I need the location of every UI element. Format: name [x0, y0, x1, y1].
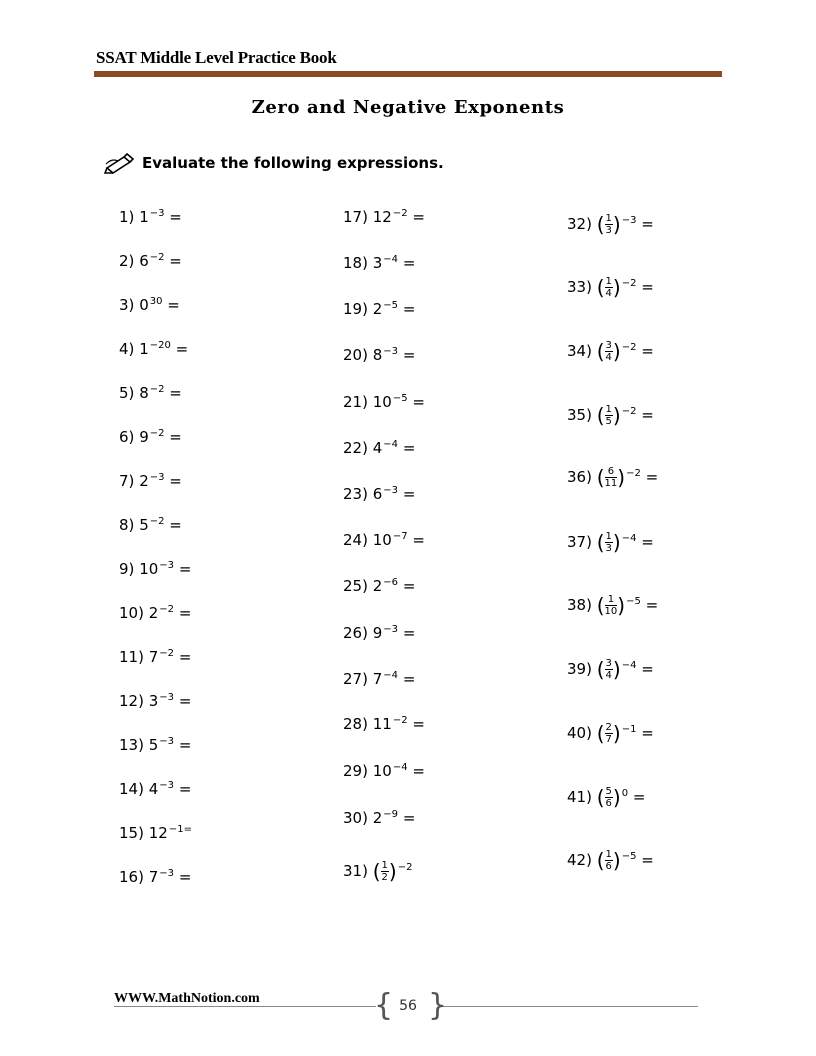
problem-exponent: −4	[383, 439, 399, 450]
problem-number: 25)	[343, 577, 368, 595]
problem-item	[567, 276, 654, 300]
fraction-numerator: 6	[605, 466, 618, 478]
problem-item	[343, 761, 425, 784]
problem-number: 41)	[567, 788, 592, 806]
fraction	[605, 213, 613, 236]
problem-item	[119, 207, 182, 230]
fraction-numerator: 3	[605, 658, 612, 669]
problem-number: 40)	[567, 724, 592, 742]
problem-number: 42)	[567, 851, 592, 869]
problem-item	[119, 251, 182, 274]
problem-number: 1)	[119, 208, 135, 226]
instruction-text: Evaluate the following expressions.	[142, 154, 444, 172]
fraction-numerator: 1	[605, 594, 618, 606]
problem-base: 9	[372, 624, 383, 642]
problem-exponent: −20	[149, 340, 171, 351]
problem-base: 10	[372, 531, 392, 549]
footer-rule-left	[114, 1006, 376, 1007]
fraction	[605, 531, 613, 554]
equals-sign: =	[412, 715, 425, 733]
equals-sign: =	[178, 780, 192, 798]
header-divider	[94, 71, 722, 77]
open-paren: (	[596, 848, 605, 873]
problem-number: 11)	[119, 648, 144, 666]
problem-item	[119, 339, 188, 362]
problem-number: 22)	[343, 439, 368, 457]
problem-exponent: 0	[621, 788, 629, 799]
problem-item	[343, 623, 415, 646]
problem-number: 34)	[567, 342, 592, 360]
equals-sign: =	[402, 346, 416, 364]
close-paren: )	[612, 339, 621, 364]
problem-item	[343, 530, 425, 553]
problem-number: 8)	[119, 516, 135, 534]
open-paren: (	[596, 212, 605, 237]
problem-number: 12)	[119, 692, 144, 710]
fraction-denominator: 6	[605, 798, 612, 809]
problem-exponent: −3	[159, 868, 175, 879]
equals-sign: =	[169, 384, 182, 402]
problem-item	[567, 531, 654, 555]
problem-item	[343, 207, 425, 230]
book-title: SSAT Middle Level Practice Book	[96, 48, 337, 67]
problem-base: 3	[148, 692, 159, 710]
equals-sign: =	[402, 624, 416, 642]
problem-item	[567, 722, 654, 746]
problem-exponent: −2	[621, 406, 637, 417]
problem-number: 10)	[119, 604, 144, 622]
problem-item	[567, 786, 645, 810]
problem-exponent: −3	[159, 692, 175, 703]
problem-base: 6	[139, 252, 149, 270]
fraction-numerator: 1	[605, 404, 612, 415]
equals-sign: =	[402, 577, 416, 595]
problem-base: 9	[139, 428, 149, 446]
problem-item	[119, 295, 180, 318]
fraction	[605, 276, 613, 299]
fraction-denominator: 4	[605, 288, 612, 299]
open-paren: (	[596, 403, 605, 428]
fraction-denominator: 2	[381, 872, 388, 883]
problem-number: 3)	[119, 296, 135, 314]
problem-item	[119, 867, 191, 890]
problem-exponent: 30	[149, 296, 163, 307]
problem-base: 12	[148, 824, 168, 842]
problem-number: 39)	[567, 660, 592, 678]
problem-number: 31)	[343, 862, 368, 880]
problem-exponent: −3	[383, 624, 399, 635]
problem-item	[567, 849, 654, 873]
open-paren: (	[596, 275, 605, 300]
problem-item	[119, 779, 191, 802]
problem-item	[343, 808, 415, 831]
open-paren: (	[596, 339, 605, 364]
fraction-denominator: 3	[605, 543, 612, 554]
open-paren: (	[596, 465, 605, 490]
problem-base: 11	[372, 715, 392, 733]
problem-base: 10	[372, 393, 392, 411]
problem-item	[119, 383, 182, 406]
fraction	[605, 594, 618, 617]
fraction-numerator: 5	[605, 786, 612, 797]
equals-sign: =	[178, 868, 192, 886]
close-paren: )	[612, 848, 621, 873]
equals-sign: =	[412, 208, 425, 226]
equals-sign: =	[412, 762, 425, 780]
problem-item	[343, 860, 412, 884]
problem-item	[567, 658, 654, 682]
equals-sign: =	[178, 736, 192, 754]
problem-exponent: −5	[621, 851, 637, 862]
close-paren: )	[612, 212, 621, 237]
fraction	[605, 722, 613, 745]
problem-number: 27)	[343, 670, 368, 688]
equals-sign: =	[645, 596, 659, 614]
problem-exponent: −3	[383, 485, 399, 496]
fraction	[605, 466, 618, 489]
problem-number: 17)	[343, 208, 368, 226]
page-bracket-right: }	[428, 988, 448, 1023]
problem-number: 2)	[119, 252, 135, 270]
problem-exponent: −2	[149, 384, 165, 395]
open-paren: (	[372, 859, 381, 884]
problem-number: 18)	[343, 254, 368, 272]
fraction-numerator: 1	[605, 276, 612, 287]
problem-exponent: −4	[392, 762, 408, 773]
problem-exponent: −2	[397, 862, 413, 873]
problem-number: 35)	[567, 406, 592, 424]
fraction-denominator: 4	[605, 352, 612, 363]
problem-number: 29)	[343, 762, 368, 780]
equals-sign: =	[402, 254, 416, 272]
problem-exponent: −2	[392, 208, 408, 219]
problem-number: 23)	[343, 485, 368, 503]
problem-exponent: −3	[159, 736, 175, 747]
close-paren: )	[612, 657, 621, 682]
equals-sign: =	[645, 468, 659, 486]
problem-exponent: −2	[392, 715, 408, 726]
problem-base: 2	[372, 577, 383, 595]
fraction-denominator: 5	[605, 416, 612, 427]
equals-sign: =	[169, 428, 182, 446]
equals-sign: =	[641, 278, 654, 296]
equals-sign: =	[169, 516, 182, 534]
problem-exponent: −5	[626, 596, 641, 607]
equals-sign: =	[178, 648, 192, 666]
open-paren: (	[596, 593, 605, 618]
close-paren: )	[612, 530, 621, 555]
equals-sign: =	[641, 406, 654, 424]
problem-exponent: −2	[626, 468, 641, 479]
fraction-numerator: 1	[381, 860, 388, 871]
problem-base: 10	[372, 762, 392, 780]
problem-base: 7	[148, 868, 159, 886]
fraction-denominator: 7	[605, 734, 612, 745]
close-paren: )	[612, 785, 621, 810]
fraction-denominator: 3	[605, 225, 612, 236]
problem-item	[343, 438, 415, 461]
equals-sign: =	[178, 604, 192, 622]
problem-base: 2	[148, 604, 159, 622]
problem-base: 3	[372, 254, 383, 272]
problem-number: 28)	[343, 715, 368, 733]
problem-base: 2	[372, 809, 383, 827]
problem-number: 33)	[567, 278, 592, 296]
problem-number: 24)	[343, 531, 368, 549]
close-paren: )	[617, 593, 626, 618]
equals-sign: =	[641, 533, 654, 551]
problem-number: 5)	[119, 384, 135, 402]
equals-sign: =	[402, 485, 416, 503]
problem-number: 14)	[119, 780, 144, 798]
equals-sign: =	[402, 439, 416, 457]
problem-exponent: −3	[149, 208, 165, 219]
problem-exponent: −3	[149, 472, 165, 483]
page-title: Zero and Negative Exponents	[251, 97, 565, 118]
fraction	[605, 849, 613, 872]
problem-base: 8	[372, 346, 383, 364]
equals-sign: =	[402, 300, 416, 318]
problem-base: 0	[139, 296, 149, 314]
problem-number: 32)	[567, 215, 592, 233]
page-number: 56	[399, 998, 417, 1014]
problem-item	[343, 576, 415, 599]
problem-item	[119, 427, 182, 450]
problem-number: 15)	[119, 824, 144, 842]
open-paren: (	[596, 657, 605, 682]
problem-item	[343, 253, 415, 276]
problem-base: 12	[372, 208, 392, 226]
problem-exponent: −2	[621, 342, 637, 353]
open-paren: (	[596, 785, 605, 810]
footer-website: WWW.MathNotion.com	[114, 991, 260, 1006]
fraction-denominator: 10	[604, 606, 618, 617]
equals-sign: =	[641, 660, 654, 678]
problem-base: 5	[139, 516, 149, 534]
fraction-numerator: 2	[605, 722, 612, 733]
equals-sign: =	[402, 809, 416, 827]
problem-item	[119, 823, 192, 846]
problem-number: 16)	[119, 868, 144, 886]
problem-item	[343, 299, 415, 322]
close-paren: )	[612, 721, 621, 746]
problem-item	[567, 404, 654, 428]
pencil-icon	[104, 152, 134, 174]
problem-number: 9)	[119, 560, 135, 578]
problem-base: 7	[148, 648, 159, 666]
footer-rule-right	[438, 1006, 698, 1007]
fraction-denominator: 4	[605, 670, 612, 681]
problem-item	[567, 213, 654, 237]
problem-exponent: −1	[621, 724, 637, 735]
fraction	[605, 340, 613, 363]
problem-item	[343, 392, 425, 415]
problem-item	[119, 647, 191, 670]
close-paren: )	[612, 275, 621, 300]
equals-sign: =	[402, 670, 416, 688]
problem-exponent: −5	[383, 300, 399, 311]
problem-base: 6	[372, 485, 383, 503]
problem-item	[119, 471, 182, 494]
problem-exponent: −3	[621, 215, 637, 226]
problem-exponent: −2	[149, 428, 165, 439]
equals-sign: =	[178, 560, 192, 578]
problem-number: 6)	[119, 428, 135, 446]
problem-exponent: −3	[159, 560, 175, 571]
equals-sign: =	[169, 252, 182, 270]
problem-item	[119, 559, 191, 582]
equals-sign: =	[641, 851, 654, 869]
problem-exponent: −9	[383, 809, 399, 820]
problem-base: 4	[372, 439, 383, 457]
problem-item	[343, 669, 415, 692]
problem-base: 8	[139, 384, 149, 402]
fraction	[381, 860, 389, 883]
problem-number: 4)	[119, 340, 135, 358]
problem-item	[567, 466, 658, 490]
fraction-numerator: 1	[605, 849, 612, 860]
problem-exponent: −2	[149, 252, 165, 263]
problem-base: 1	[139, 340, 149, 358]
equals-sign: =	[641, 724, 654, 742]
equals-sign: =	[641, 215, 654, 233]
problem-number: 38)	[567, 596, 592, 614]
problem-exponent: −2	[621, 278, 637, 289]
equals-sign: =	[412, 393, 425, 411]
equals-sign: =	[175, 340, 189, 358]
problem-item	[343, 714, 425, 737]
problem-base: 2	[139, 472, 149, 490]
problem-item	[119, 691, 191, 714]
fraction-denominator: 6	[605, 861, 612, 872]
problem-base: 5	[148, 736, 159, 754]
problem-exponent: −1=	[168, 824, 192, 835]
fraction-numerator: 1	[605, 213, 612, 224]
equals-sign: =	[169, 208, 182, 226]
problem-base: 10	[139, 560, 159, 578]
problem-item	[343, 345, 415, 368]
problem-number: 26)	[343, 624, 368, 642]
problem-item	[119, 603, 191, 626]
problem-exponent: −2	[159, 604, 175, 615]
problem-exponent: −4	[383, 254, 399, 265]
problem-base: 2	[372, 300, 383, 318]
problem-base: 1	[139, 208, 149, 226]
problem-exponent: −4	[383, 670, 399, 681]
fraction-numerator: 1	[605, 531, 612, 542]
fraction	[605, 658, 613, 681]
problem-base: 7	[372, 670, 383, 688]
problem-exponent: −5	[392, 393, 408, 404]
close-paren: )	[617, 465, 626, 490]
problem-exponent: −7	[392, 531, 408, 542]
problem-number: 7)	[119, 472, 135, 490]
problem-number: 19)	[343, 300, 368, 318]
problem-item	[567, 594, 658, 618]
problem-exponent: −2	[149, 516, 165, 527]
problem-number: 21)	[343, 393, 368, 411]
problem-item	[119, 515, 182, 538]
equals-sign: =	[641, 342, 654, 360]
problem-number: 20)	[343, 346, 368, 364]
problem-number: 13)	[119, 736, 144, 754]
close-paren: )	[388, 859, 397, 884]
equals-sign: =	[167, 296, 180, 314]
fraction-numerator: 3	[605, 340, 612, 351]
problem-base: 4	[148, 780, 159, 798]
close-paren: )	[612, 403, 621, 428]
page-bracket-left: {	[374, 988, 394, 1023]
equals-sign: =	[169, 472, 182, 490]
equals-sign: =	[412, 531, 425, 549]
problem-exponent: −3	[383, 346, 399, 357]
problem-exponent: −3	[159, 780, 175, 791]
problem-item	[119, 735, 191, 758]
problem-number: 36)	[567, 468, 592, 486]
fraction-denominator: 11	[604, 478, 618, 489]
fraction	[605, 404, 613, 427]
problem-item	[567, 340, 654, 364]
problem-number: 30)	[343, 809, 368, 827]
open-paren: (	[596, 530, 605, 555]
problem-exponent: −4	[621, 660, 637, 671]
problem-exponent: −4	[621, 533, 637, 544]
equals-sign: =	[178, 692, 192, 710]
problem-item	[343, 484, 415, 507]
equals-sign: =	[632, 788, 646, 806]
problem-number: 37)	[567, 533, 592, 551]
problem-exponent: −2	[159, 648, 175, 659]
open-paren: (	[596, 721, 605, 746]
problem-exponent: −6	[383, 577, 399, 588]
fraction	[605, 786, 613, 809]
